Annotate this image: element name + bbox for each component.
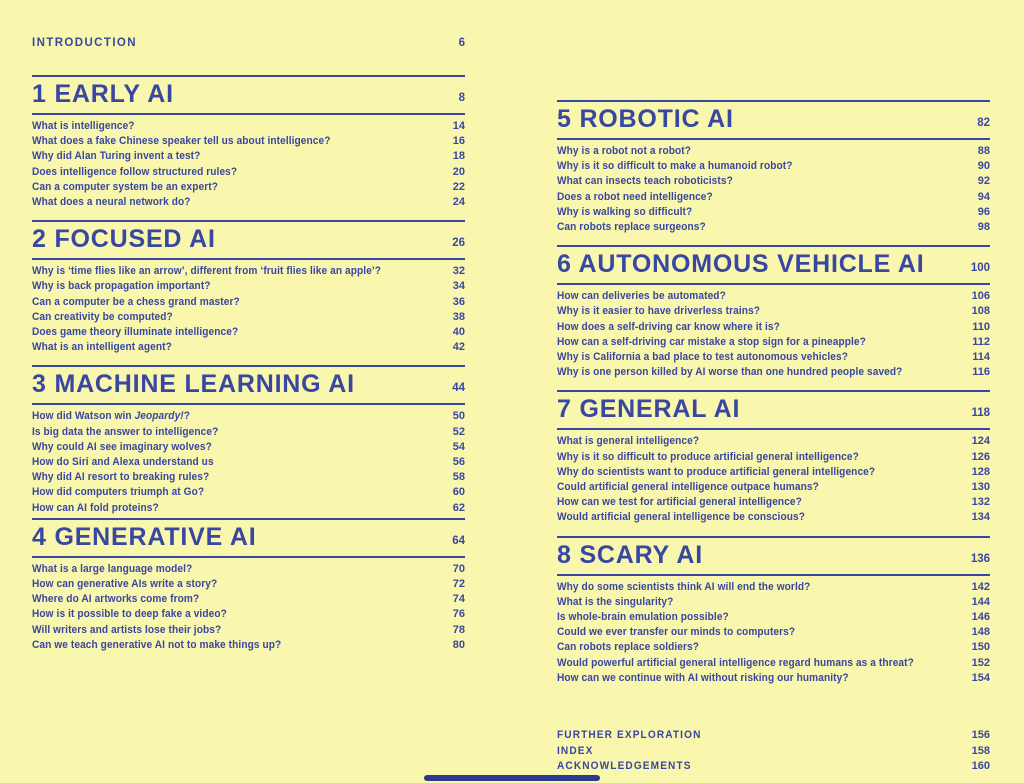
toc-entry-label [32, 134, 433, 149]
toc-entry-label [557, 656, 958, 671]
toc-entry-page-number: 144 [971, 595, 990, 608]
toc-entry-label [557, 304, 958, 319]
toc-entry-label-text: Can a computer system be an expert? [32, 180, 219, 193]
toc-entry-label-text: How can generative AIs write a story? [32, 578, 218, 591]
toc-entry-page-number: 52 [452, 425, 465, 438]
toc-entry-label [557, 320, 958, 335]
introduction-label: INTRODUCTION [32, 37, 137, 49]
toc-entry-label-text: Will writers and artists lose their jobs? [32, 623, 222, 636]
toc-entry[interactable] [557, 656, 990, 671]
section-heading-row[interactable] [32, 520, 465, 556]
toc-entry[interactable] [557, 434, 990, 449]
toc-entry-label-text: What can insects teach roboticists? [557, 175, 733, 188]
toc-entry-label-text: How is it possible to deep fake a video? [32, 608, 227, 621]
toc-entry[interactable] [32, 165, 465, 180]
toc-entry-label [557, 671, 958, 686]
toc-entry-page-number: 22 [452, 180, 465, 193]
toc-entry-label [557, 595, 958, 610]
section-title: 5 ROBOTIC AI [557, 105, 734, 133]
toc-section [557, 245, 990, 382]
section-title: 3 MACHINE LEARNING AI [32, 370, 355, 399]
toc-entry-label-text: Why is a robot not a robot? [557, 145, 692, 157]
toc-entry[interactable] [32, 195, 465, 210]
toc-entry-label-text: Does game theory illuminate intelligence? [32, 326, 239, 339]
toc-entry[interactable] [557, 580, 990, 595]
toc-entry-label [557, 350, 958, 365]
toc-entry-page-number: 50 [452, 410, 465, 423]
toc-entry-label [557, 510, 958, 525]
toc-entry-label-text: Why is it easier to have driverless trains? [557, 305, 761, 318]
toc-entry[interactable] [557, 350, 990, 365]
toc-entry-label-text: What is intelligence? [32, 120, 135, 132]
toc-entry-page-number: 16 [452, 135, 465, 148]
toc-entry-introduction[interactable] [32, 36, 465, 50]
toc-entry-page-number: 160 [971, 760, 990, 773]
toc-entry-label [557, 450, 958, 465]
toc-entry-page-number: 96 [977, 205, 990, 218]
toc-entry[interactable] [557, 220, 990, 235]
toc-entry-page-number: 152 [971, 656, 990, 669]
toc-entry[interactable] [557, 335, 990, 350]
toc-entry-label-text: Can robots replace surgeons? [557, 221, 706, 234]
toc-entry-label-text: Can a computer be a chess grand master? [32, 295, 240, 308]
section-entries [32, 405, 465, 517]
toc-entry-label-segment: ? [183, 410, 191, 423]
toc-entry-label-text: Could we ever transfer our minds to computers? [557, 626, 796, 639]
toc-entry-page-number: 56 [452, 456, 465, 469]
toc-entry-page-number: 142 [971, 580, 990, 593]
toc-entry-page-number: 92 [977, 175, 990, 188]
backmatter-entry[interactable] [557, 759, 990, 775]
toc-entry-page-number: 78 [452, 623, 465, 636]
toc-entry[interactable] [32, 279, 465, 294]
backmatter-entry[interactable] [557, 728, 990, 744]
toc-entry-page-number: 130 [971, 481, 990, 494]
section-heading-row[interactable] [32, 77, 465, 113]
toc-entry-label-text: What does a neural network do? [32, 196, 191, 209]
toc-entry-page-number: 80 [452, 638, 465, 651]
toc-entry-label-text: Why is California a bad place to test autonomous vehicles? [557, 351, 849, 364]
section-page-number: 136 [970, 552, 990, 565]
toc-entry-page-number: 110 [972, 320, 990, 333]
toc-entry-label-text: What is general intelligence? [557, 435, 700, 448]
toc-entry-label-text: How can deliveries be automated? [557, 290, 726, 303]
toc-entry-label [32, 264, 433, 279]
section-title: 1 EARLY AI [32, 80, 174, 108]
toc-entry-label [32, 440, 433, 455]
toc-entry[interactable] [32, 440, 465, 455]
toc-entry-page-number: 150 [971, 641, 990, 654]
toc-entry-page-number: 36 [452, 295, 465, 308]
section-page-number: 64 [452, 534, 465, 547]
toc-entry[interactable] [557, 510, 990, 525]
toc-entry-label-text: What does a fake Chinese speaker tell us about intelligence? [32, 135, 331, 148]
toc-entry-label-text: Can we teach generative AI not to make things up? [32, 638, 282, 651]
section-title: 4 GENERATIVE AI [32, 522, 257, 551]
toc-entry[interactable] [557, 205, 990, 220]
toc-entry[interactable] [32, 409, 465, 424]
toc-entry-label [557, 580, 958, 595]
toc-entry-label [32, 470, 433, 485]
section-entries [32, 260, 465, 357]
section-heading-row[interactable] [557, 538, 990, 574]
section-heading-row[interactable] [32, 222, 465, 258]
toc-entry-page-number: 90 [977, 160, 990, 173]
toc-entry-label-italic-segment: Jeopardy! [134, 410, 184, 423]
backmatter-entry[interactable] [557, 744, 990, 760]
toc-section [557, 390, 990, 527]
section-entries [32, 558, 465, 655]
toc-entry-label [557, 365, 958, 380]
toc-entry[interactable] [557, 159, 990, 174]
section-title: 6 AUTONOMOUS VEHICLE AI [557, 250, 925, 279]
toc-entry-label [32, 562, 433, 577]
toc-entry-label [557, 190, 958, 205]
toc-entry-label-text [32, 409, 190, 424]
toc-entry-label-text: Why is back propagation important? [32, 280, 211, 293]
toc-entry-label [557, 728, 958, 744]
toc-entry-label-text: Why do scientists want to produce artificial general intelligence? [557, 465, 876, 478]
toc-entry-label [32, 165, 433, 180]
toc-entry-label [32, 425, 433, 440]
introduction-page-number: 6 [458, 37, 465, 49]
toc-entry-page-number: 42 [452, 341, 465, 354]
toc-entry-page-number: 60 [452, 486, 465, 499]
toc-entry-page-number: 14 [452, 120, 465, 132]
toc-entry-page-number: 156 [971, 729, 990, 742]
toc-entry-label [557, 220, 958, 235]
toc-section [32, 365, 465, 517]
toc-entry[interactable] [557, 304, 990, 319]
toc-entry-page-number: 34 [452, 280, 465, 293]
toc-entry-label [32, 180, 433, 195]
toc-entry[interactable] [557, 480, 990, 495]
toc-entry[interactable] [32, 607, 465, 622]
toc-entry-label [32, 340, 433, 355]
toc-entry[interactable] [557, 144, 990, 159]
section-entries [557, 285, 990, 382]
toc-entry[interactable] [557, 450, 990, 465]
toc-entry-label-text: Why is it so difficult to make a humanoid robot? [557, 160, 793, 173]
toc-entry-label [32, 485, 433, 500]
toc-entry-page-number: 72 [452, 578, 465, 591]
toc-section [32, 220, 465, 357]
toc-entry[interactable] [557, 595, 990, 610]
toc-section [557, 536, 990, 688]
toc-entry-label-text: Is big data the answer to intelligence? [32, 425, 219, 438]
toc-entry-label-text: Why is one person killed by AI worse than one hundred people saved? [557, 366, 903, 379]
toc-entry-label [32, 310, 433, 325]
toc-entry-label [32, 279, 433, 294]
toc-entry[interactable] [32, 134, 465, 149]
toc-entry-page-number: 62 [452, 501, 465, 514]
backmatter-list [557, 728, 990, 775]
toc-entry-label-text: Why could AI see imaginary wolves? [32, 440, 212, 453]
toc-entry-label [32, 295, 433, 310]
toc-entry[interactable] [32, 562, 465, 577]
toc-entry-page-number: 134 [971, 511, 990, 524]
section-page-number: 26 [452, 237, 465, 250]
toc-entry-page-number: 94 [977, 190, 990, 203]
toc-entry[interactable] [32, 470, 465, 485]
toc-entry-label [32, 501, 433, 516]
toc-section [32, 75, 465, 212]
section-page-number: 8 [458, 92, 465, 104]
section-page-number: 118 [971, 407, 990, 420]
section-heading-row[interactable] [32, 367, 465, 403]
toc-entry-page-number: 76 [452, 608, 465, 621]
toc-entry[interactable] [557, 174, 990, 189]
toc-entry-page-number: 108 [971, 305, 990, 318]
toc-entry[interactable] [557, 610, 990, 625]
toc-entry-label-text: Where do AI artworks come from? [32, 593, 200, 606]
section-entries [557, 430, 990, 527]
toc-entry-page-number: 116 [972, 366, 990, 379]
toc-entry[interactable] [32, 577, 465, 592]
section-page-number: 44 [452, 382, 465, 395]
toc-entry[interactable] [32, 310, 465, 325]
toc-entry[interactable] [557, 320, 990, 335]
toc-entry-label [557, 434, 958, 449]
toc-entry-label-text: Can robots replace soldiers? [557, 641, 700, 654]
toc-entry-label [32, 638, 433, 653]
toc-entry-label [32, 607, 433, 622]
toc-entry[interactable] [32, 119, 465, 134]
toc-entry-page-number: 40 [452, 326, 465, 339]
toc-entry[interactable] [32, 455, 465, 470]
toc-entry-label-text: What is the singularity? [557, 595, 674, 608]
toc-entry[interactable] [557, 365, 990, 380]
toc-entry-label-segment: How did Watson win [32, 410, 135, 423]
toc-entry[interactable] [32, 425, 465, 440]
toc-entry-label [32, 592, 433, 607]
toc-column-right [557, 0, 990, 775]
section-title: 2 FOCUSED AI [32, 225, 216, 254]
toc-entry[interactable] [557, 289, 990, 304]
toc-entry-label-text: INDEX [557, 744, 594, 757]
toc-section [32, 518, 465, 655]
toc-entry-label [557, 289, 958, 304]
toc-entry-label-text: Why did AI resort to breaking rules? [32, 471, 210, 484]
toc-entry-page-number: 88 [977, 145, 990, 157]
toc-entry-page-number: 32 [452, 265, 465, 278]
section-title: 7 GENERAL AI [557, 395, 741, 424]
section-page-number: 82 [977, 117, 990, 129]
toc-entry[interactable] [32, 485, 465, 500]
toc-entry-label [32, 325, 433, 340]
toc-entry-page-number: 114 [972, 351, 990, 364]
toc-entry-label-text: Why is it so difficult to produce artificial general intelligence? [557, 450, 859, 463]
toc-section [557, 100, 990, 237]
toc-entry-label-text: What is a large language model? [32, 562, 193, 575]
toc-entry-label [557, 144, 958, 159]
toc-entry[interactable] [32, 264, 465, 279]
section-entries [557, 576, 990, 688]
toc-entry[interactable] [557, 671, 990, 686]
toc-entry-label-text: Would artificial general intelligence be conscious? [557, 511, 806, 524]
toc-entry-page-number: 128 [971, 465, 990, 478]
toc-entry-label [557, 495, 958, 510]
toc-entry-page-number: 20 [452, 165, 465, 178]
toc-entry[interactable] [557, 495, 990, 510]
toc-entry[interactable] [32, 623, 465, 638]
sections-right [557, 100, 990, 688]
toc-entry-label-text: Can creativity be computed? [32, 310, 173, 323]
toc-entry-page-number: 132 [971, 496, 990, 509]
toc-entry-page-number: 74 [452, 593, 465, 606]
toc-entry-page-number: 98 [977, 221, 990, 234]
toc-entry-label-text: Does a robot need intelligence? [557, 190, 713, 203]
toc-entry-label [557, 759, 958, 775]
toc-entry-label [557, 465, 958, 480]
section-entries [32, 115, 465, 212]
toc-entry-label-text: ACKNOWLEDGEMENTS [557, 760, 692, 773]
toc-entry-page-number: 38 [452, 310, 465, 323]
toc-entry-label-text: Does intelligence follow structured rules? [32, 165, 238, 178]
toc-entry-label-text: Why is ‘time flies like an arrow’, different from ‘fruit flies like an apple’? [32, 265, 382, 278]
toc-entry-label-text: FURTHER EXPLORATION [557, 729, 702, 742]
toc-entry-page-number: 106 [971, 290, 990, 303]
toc-entry-label-text: Is whole-brain emulation possible? [557, 611, 729, 624]
toc-entry-page-number: 124 [971, 435, 990, 448]
toc-entry-label [32, 577, 433, 592]
toc-entry-page-number: 18 [452, 150, 465, 163]
toc-entry-label [557, 159, 958, 174]
toc-entry-label [557, 640, 958, 655]
toc-entry[interactable] [557, 625, 990, 640]
toc-entry-page-number: 154 [971, 671, 990, 684]
toc-entry-label-text: What is an intelligent agent? [32, 341, 172, 354]
toc-entry[interactable] [32, 501, 465, 516]
toc-entry-label [557, 610, 958, 625]
toc-entry-label-text: How can we continue with AI without risking our humanity? [557, 671, 849, 684]
toc-entry-page-number: 112 [972, 335, 990, 348]
toc-entry-page-number: 24 [452, 196, 465, 209]
toc-entry-page-number: 158 [971, 744, 990, 757]
toc-entry-label [557, 744, 958, 760]
toc-entry-label [32, 149, 433, 164]
section-page-number: 100 [970, 262, 990, 275]
toc-entry-label [557, 335, 958, 350]
toc-entry[interactable] [557, 640, 990, 655]
toc-entry[interactable] [32, 295, 465, 310]
toc-entry-label [557, 480, 958, 495]
toc-entry[interactable] [32, 638, 465, 653]
section-entries [557, 140, 990, 237]
toc-entry-label-text: How do Siri and Alexa understand us [32, 456, 214, 469]
toc-entry-label-text: How can a self-driving car mistake a stop sign for a pineapple? [557, 335, 866, 348]
toc-entry-label [557, 174, 958, 189]
toc-entry-label-text: Why did Alan Turing invent a test? [32, 150, 201, 163]
toc-entry[interactable] [32, 592, 465, 607]
toc-entry-label-text: How does a self-driving car know where it is? [557, 320, 780, 333]
toc-entry-label [32, 119, 433, 134]
toc-entry-page-number: 126 [971, 450, 990, 463]
sections-left [32, 75, 465, 655]
toc-entry[interactable] [32, 325, 465, 340]
toc-entry-label [557, 205, 958, 220]
toc-entry[interactable] [557, 465, 990, 480]
section-title: 8 SCARY AI [557, 540, 704, 569]
section-heading-row[interactable] [557, 392, 990, 428]
toc-column-left [32, 0, 465, 663]
toc-entry-label [32, 623, 433, 638]
toc-entry-label [32, 455, 433, 470]
home-indicator-bar[interactable] [424, 775, 600, 781]
toc-entry-page-number: 146 [971, 611, 990, 624]
toc-entry-label-text: Why do some scientists think AI will end the world? [557, 580, 811, 593]
toc-entry[interactable] [32, 149, 465, 164]
toc-entry-label-text: Could artificial general intelligence outpace humans? [557, 481, 819, 494]
section-heading-row[interactable] [557, 102, 990, 138]
toc-entry[interactable] [32, 340, 465, 355]
toc-entry-label [557, 625, 958, 640]
toc-entry-label [32, 195, 433, 210]
toc-entry-label-text: How did computers triumph at Go? [32, 486, 205, 499]
toc-entry-page-number: 58 [452, 471, 465, 484]
toc-entry-page-number: 70 [452, 562, 465, 575]
section-heading-row[interactable] [557, 247, 990, 283]
toc-entry-page-number: 148 [971, 626, 990, 639]
toc-entry-label [32, 409, 433, 424]
toc-entry[interactable] [557, 190, 990, 205]
toc-entry-label-text: Would powerful artificial general intelligence regard humans as a threat? [557, 656, 914, 669]
toc-entry-label-text: How can AI fold proteins? [32, 501, 159, 514]
toc-entry-label-text: How can we test for artificial general intelligence? [557, 496, 802, 509]
toc-entry-label-text: Why is walking so difficult? [557, 205, 693, 218]
toc-entry[interactable] [32, 180, 465, 195]
toc-entry-page-number: 54 [452, 440, 465, 453]
